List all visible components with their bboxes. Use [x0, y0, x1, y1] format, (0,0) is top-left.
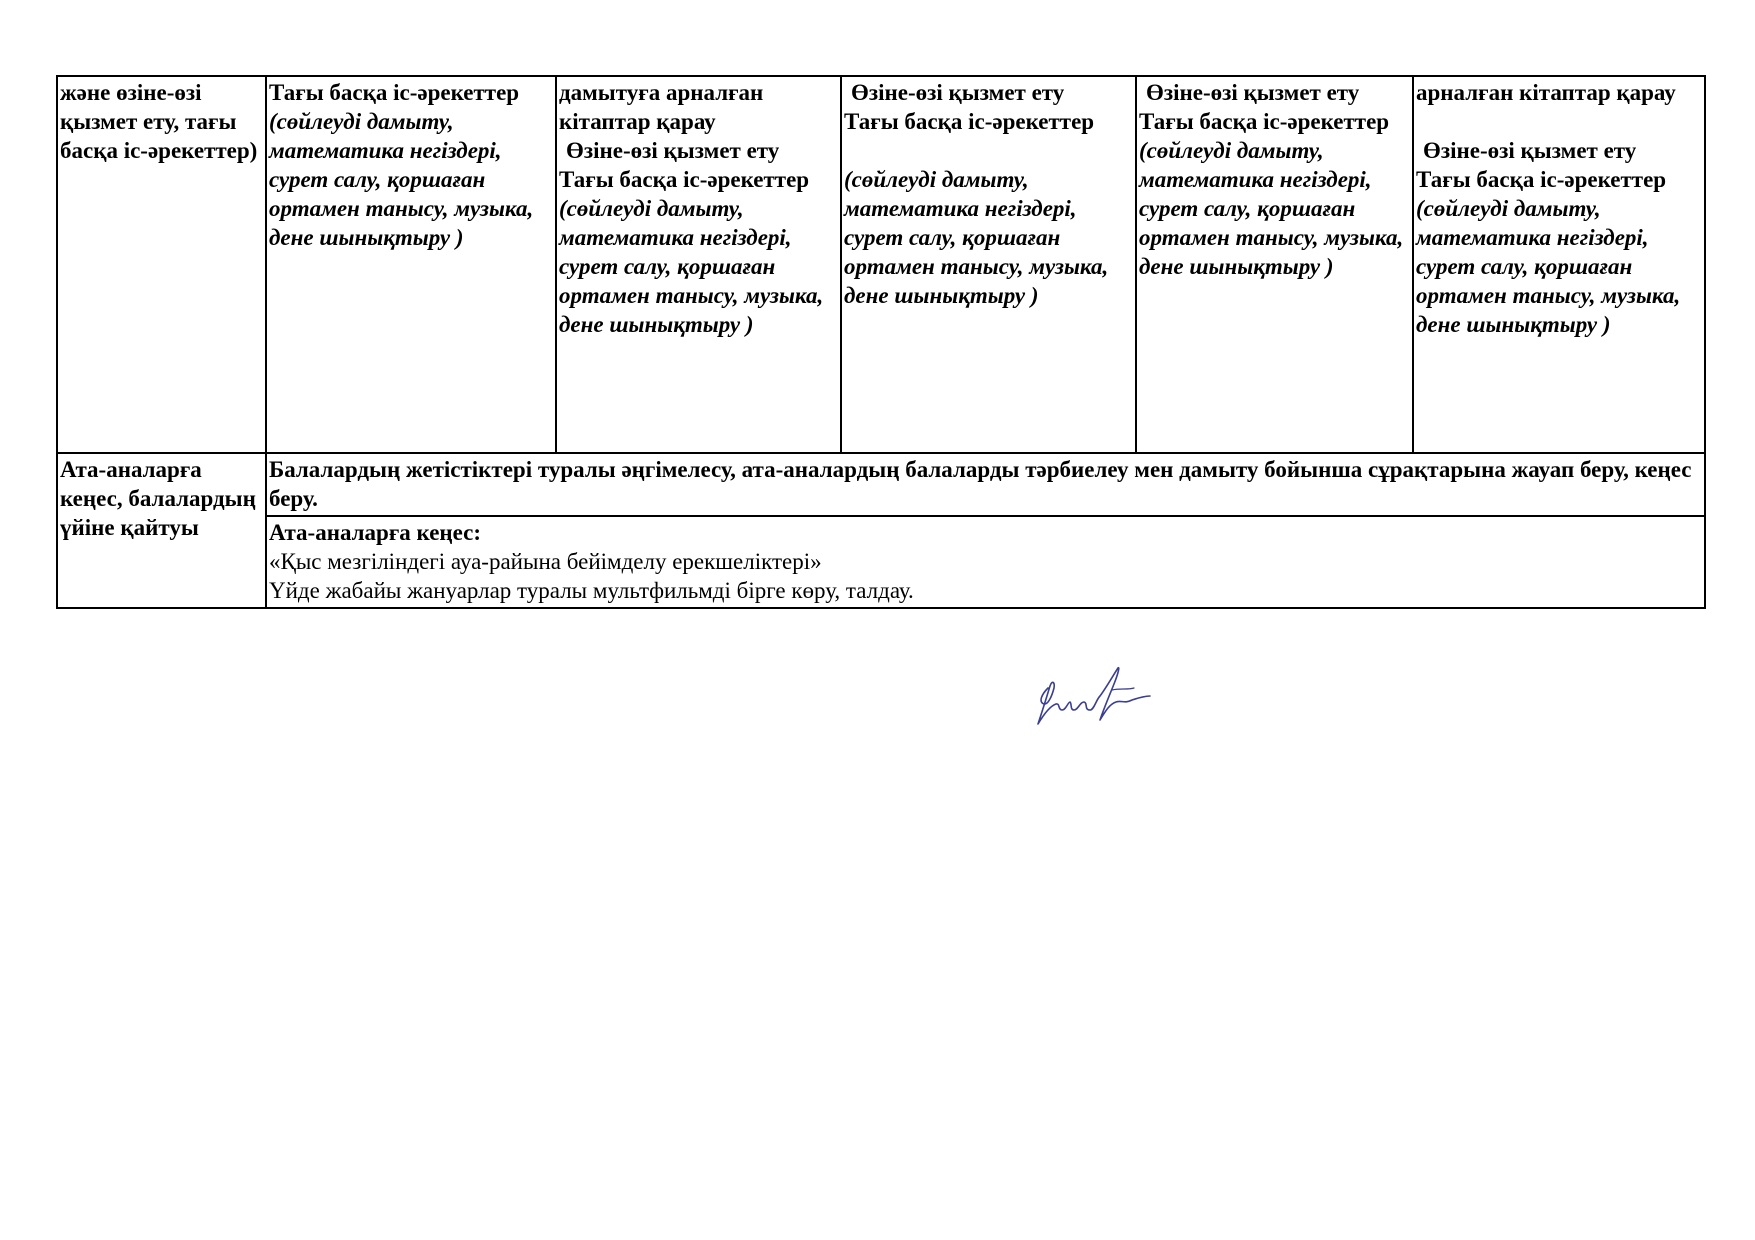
advice-title: Ата-аналарға кеңес:: [269, 520, 482, 545]
advice-topic: «Қыс мезгіліндегі ауа-райына бейімделу ерекшеліктері»: [269, 549, 822, 574]
cell-day-5: [1413, 76, 1705, 453]
parents-advice-cell: [266, 516, 1705, 608]
schedule-table: [56, 75, 1706, 609]
activity-text: Тағы басқа іс-әрекеттер: [844, 109, 1095, 134]
cell-day-4: [1136, 76, 1413, 453]
subjects-text: (сөйлеуді дамыту, математика негіздері, сурет салу, қоршаған ортамен танысу, музыка, дене шынықтыру ): [844, 167, 1109, 308]
subjects-text: (сөйлеуді дамыту, математика негіздері, сурет салу, қоршаған ортамен танысу, музыка, дене шынықтыру ): [1139, 138, 1404, 279]
table-row-parents-advice: [57, 516, 1705, 608]
activity-text: Тағы басқа іс-әрекеттер: [1416, 167, 1667, 192]
row-label-cell: [57, 453, 266, 608]
table-row-parents-talk: [57, 453, 1705, 516]
subjects-text: (сөйлеуді дамыту, математика негіздері, сурет салу, қоршаған ортамен танысу, музыка, дене шынықтыру ): [269, 109, 534, 250]
parents-talk-text: Балалардың жетістіктері туралы әңгімелесу, ата-аналардың балаларды тәрбиелеу мен дамыту бойынша сұрақтарына жауап беру, кеңес беру.: [269, 457, 1692, 511]
row-label-cell: [57, 76, 266, 453]
row-label: және өзіне-өзі қызмет ету, тағы басқа іс-әрекеттер): [60, 80, 258, 163]
self-service-text: Өзіне-өзі қызмет ету: [851, 80, 1065, 105]
books-text: дамытуға арналған кітаптар қарау: [559, 80, 764, 134]
cell-day-2: [556, 76, 841, 453]
activity-text: Тағы басқа іс-әрекеттер: [1139, 109, 1390, 134]
advice-home: Үйде жабайы жануарлар туралы мультфильмді бірге көру, талдау.: [269, 578, 914, 603]
subjects-text: (сөйлеуді дамыту, математика негіздері, сурет салу, қоршаған ортамен танысу, музыка, дене шынықтыру ): [1416, 196, 1681, 337]
self-service-text: Өзіне-өзі қызмет ету: [1146, 80, 1360, 105]
subjects-text: (сөйлеуді дамыту, математика негіздері, сурет салу, қоршаған ортамен танысу, музыка, дене шынықтыру ): [559, 196, 824, 337]
cell-day-3: [841, 76, 1136, 453]
activity-text: Тағы басқа іс-әрекеттер: [559, 167, 810, 192]
signature-stroke: [1038, 668, 1150, 724]
cell-day-1: [266, 76, 556, 453]
spacer: [844, 136, 1133, 165]
activity-text: Тағы басқа іс-әрекеттер: [269, 80, 520, 105]
parents-talk-cell: [266, 453, 1705, 516]
signature-image: [1034, 660, 1154, 730]
row-label: Ата-аналарға кеңес, балалардың үйіне қайтуы: [60, 457, 256, 540]
self-service-text: Өзіне-өзі қызмет ету: [1423, 138, 1637, 163]
self-service-text: Өзіне-өзі қызмет ету: [566, 138, 780, 163]
books-text: арналған кітаптар қарау: [1416, 80, 1676, 105]
table-row-activities: [57, 76, 1705, 453]
spacer: [1416, 107, 1702, 136]
signature-stroke-accent: [1112, 688, 1134, 690]
